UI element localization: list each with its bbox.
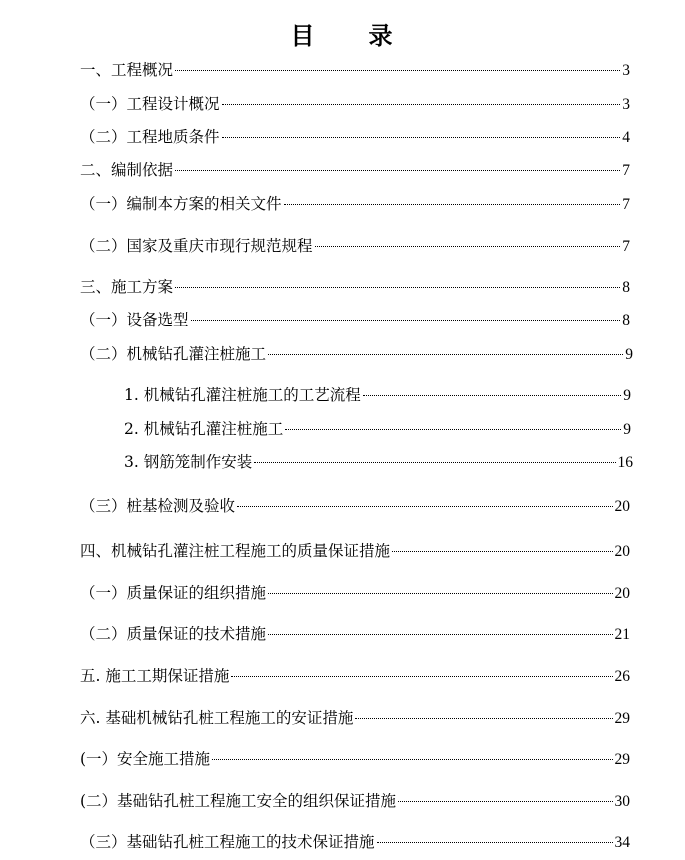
toc-entry[interactable] [124,383,631,407]
toc-leader [222,137,621,138]
toc-entry-label: 2. 机械钻孔灌注桩施工 [124,420,284,438]
toc-leader [268,593,612,594]
toc-entry-page: 3 [622,96,630,113]
toc-entry-page: 30 [614,793,630,810]
toc-entry[interactable] [124,450,633,474]
toc-entry-page: 26 [614,668,630,685]
toc-entry-page: 7 [622,162,630,179]
toc-leader [315,246,621,247]
toc-entry-label: 1. 机械钻孔灌注桩施工的工艺流程 [124,386,361,404]
toc-leader [268,634,612,635]
toc-entry-label: （二）国家及重庆市现行规范规程 [80,237,313,255]
toc-entry-page: 16 [617,454,633,471]
toc-entry-page: 34 [614,834,630,851]
toc-leader [237,506,612,507]
toc-entry[interactable] [80,275,630,299]
toc-leader [175,70,620,71]
toc-entry-label: 一、工程概况 [80,61,174,79]
toc-entry-page: 8 [622,279,630,296]
toc-entry[interactable] [80,92,630,116]
toc-entry-label: （一）设备选型 [80,311,189,329]
toc-entry-page: 7 [622,238,630,255]
toc-leader [175,170,620,171]
toc-entry[interactable] [80,342,633,366]
toc-entry[interactable] [80,494,630,518]
toc-entry[interactable] [80,830,630,854]
toc-leader [175,287,620,288]
toc-entry-label: 二、编制依据 [80,161,174,179]
toc-entry-label: 四、机械钻孔灌注桩工程施工的质量保证措施 [80,542,391,560]
toc-entry-page: 7 [622,196,630,213]
toc-leader [212,759,612,760]
toc-leader [268,354,623,355]
toc-entry-page: 20 [614,585,630,602]
toc-leader [191,320,621,321]
toc-entry-label: 三、施工方案 [80,278,174,296]
toc-entry[interactable] [80,539,630,563]
page-title: 目 录 [290,21,395,50]
toc-entry-label: （二）机械钻孔灌注桩施工 [80,345,267,363]
toc-leader [398,801,612,802]
toc-entry-page: 21 [614,626,630,643]
toc-entry[interactable] [80,581,630,605]
toc-entry-label: （一）质量保证的组织措施 [80,584,267,602]
toc-entry-label: （一）编制本方案的相关文件 [80,195,282,213]
toc-entry[interactable] [80,58,630,82]
toc-leader [363,395,622,396]
toc-entry-page: 29 [614,751,630,768]
toc-leader [285,429,621,430]
toc-entry[interactable] [80,747,630,771]
toc-entry-label: （一）工程设计概况 [80,95,220,113]
toc-entry-page: 20 [614,543,630,560]
toc-entry[interactable] [124,417,631,441]
toc-entry-label: （三）桩基检测及验收 [80,497,236,515]
toc-entry-label: （二）质量保证的技术措施 [80,625,267,643]
toc-entry[interactable] [80,234,630,258]
toc-entry[interactable] [80,158,630,182]
toc-entry[interactable] [80,789,630,813]
toc-entry-page: 9 [623,387,631,404]
toc-entry-label: 五. 施工工期保证措施 [80,667,230,685]
toc-leader [392,551,612,552]
toc-entry-label: (二）基础钻孔桩工程施工安全的组织保证措施 [80,792,397,810]
toc-entry-page: 3 [622,62,630,79]
toc-entry[interactable] [80,706,630,730]
toc-leader [377,842,613,843]
toc-entry-page: 8 [622,312,630,329]
toc-entry-page: 9 [623,421,631,438]
toc-leader [355,718,612,719]
toc-entry-label: 六. 基础机械钻孔桩工程施工的安证措施 [80,709,354,727]
toc-entry[interactable] [80,308,630,332]
toc-entry-label: (一）安全施工措施 [80,750,211,768]
toc-entry[interactable] [80,664,630,688]
toc-entry[interactable] [80,622,630,646]
toc-entry-page: 4 [622,129,630,146]
toc-leader [284,204,621,205]
toc-entry[interactable] [80,192,630,216]
toc-entry[interactable] [80,125,630,149]
toc-entry-page: 20 [614,498,630,515]
toc-entry-label: 3. 钢筋笼制作安装 [124,453,253,471]
toc-entry-page: 29 [614,710,630,727]
toc-leader [231,676,612,677]
toc-entry-label: （二）工程地质条件 [80,128,220,146]
toc-entry-page: 9 [625,346,633,363]
toc-leader [222,104,621,105]
toc-leader [254,462,615,463]
toc-entry-label: （三）基础钻孔桩工程施工的技术保证措施 [80,833,375,851]
